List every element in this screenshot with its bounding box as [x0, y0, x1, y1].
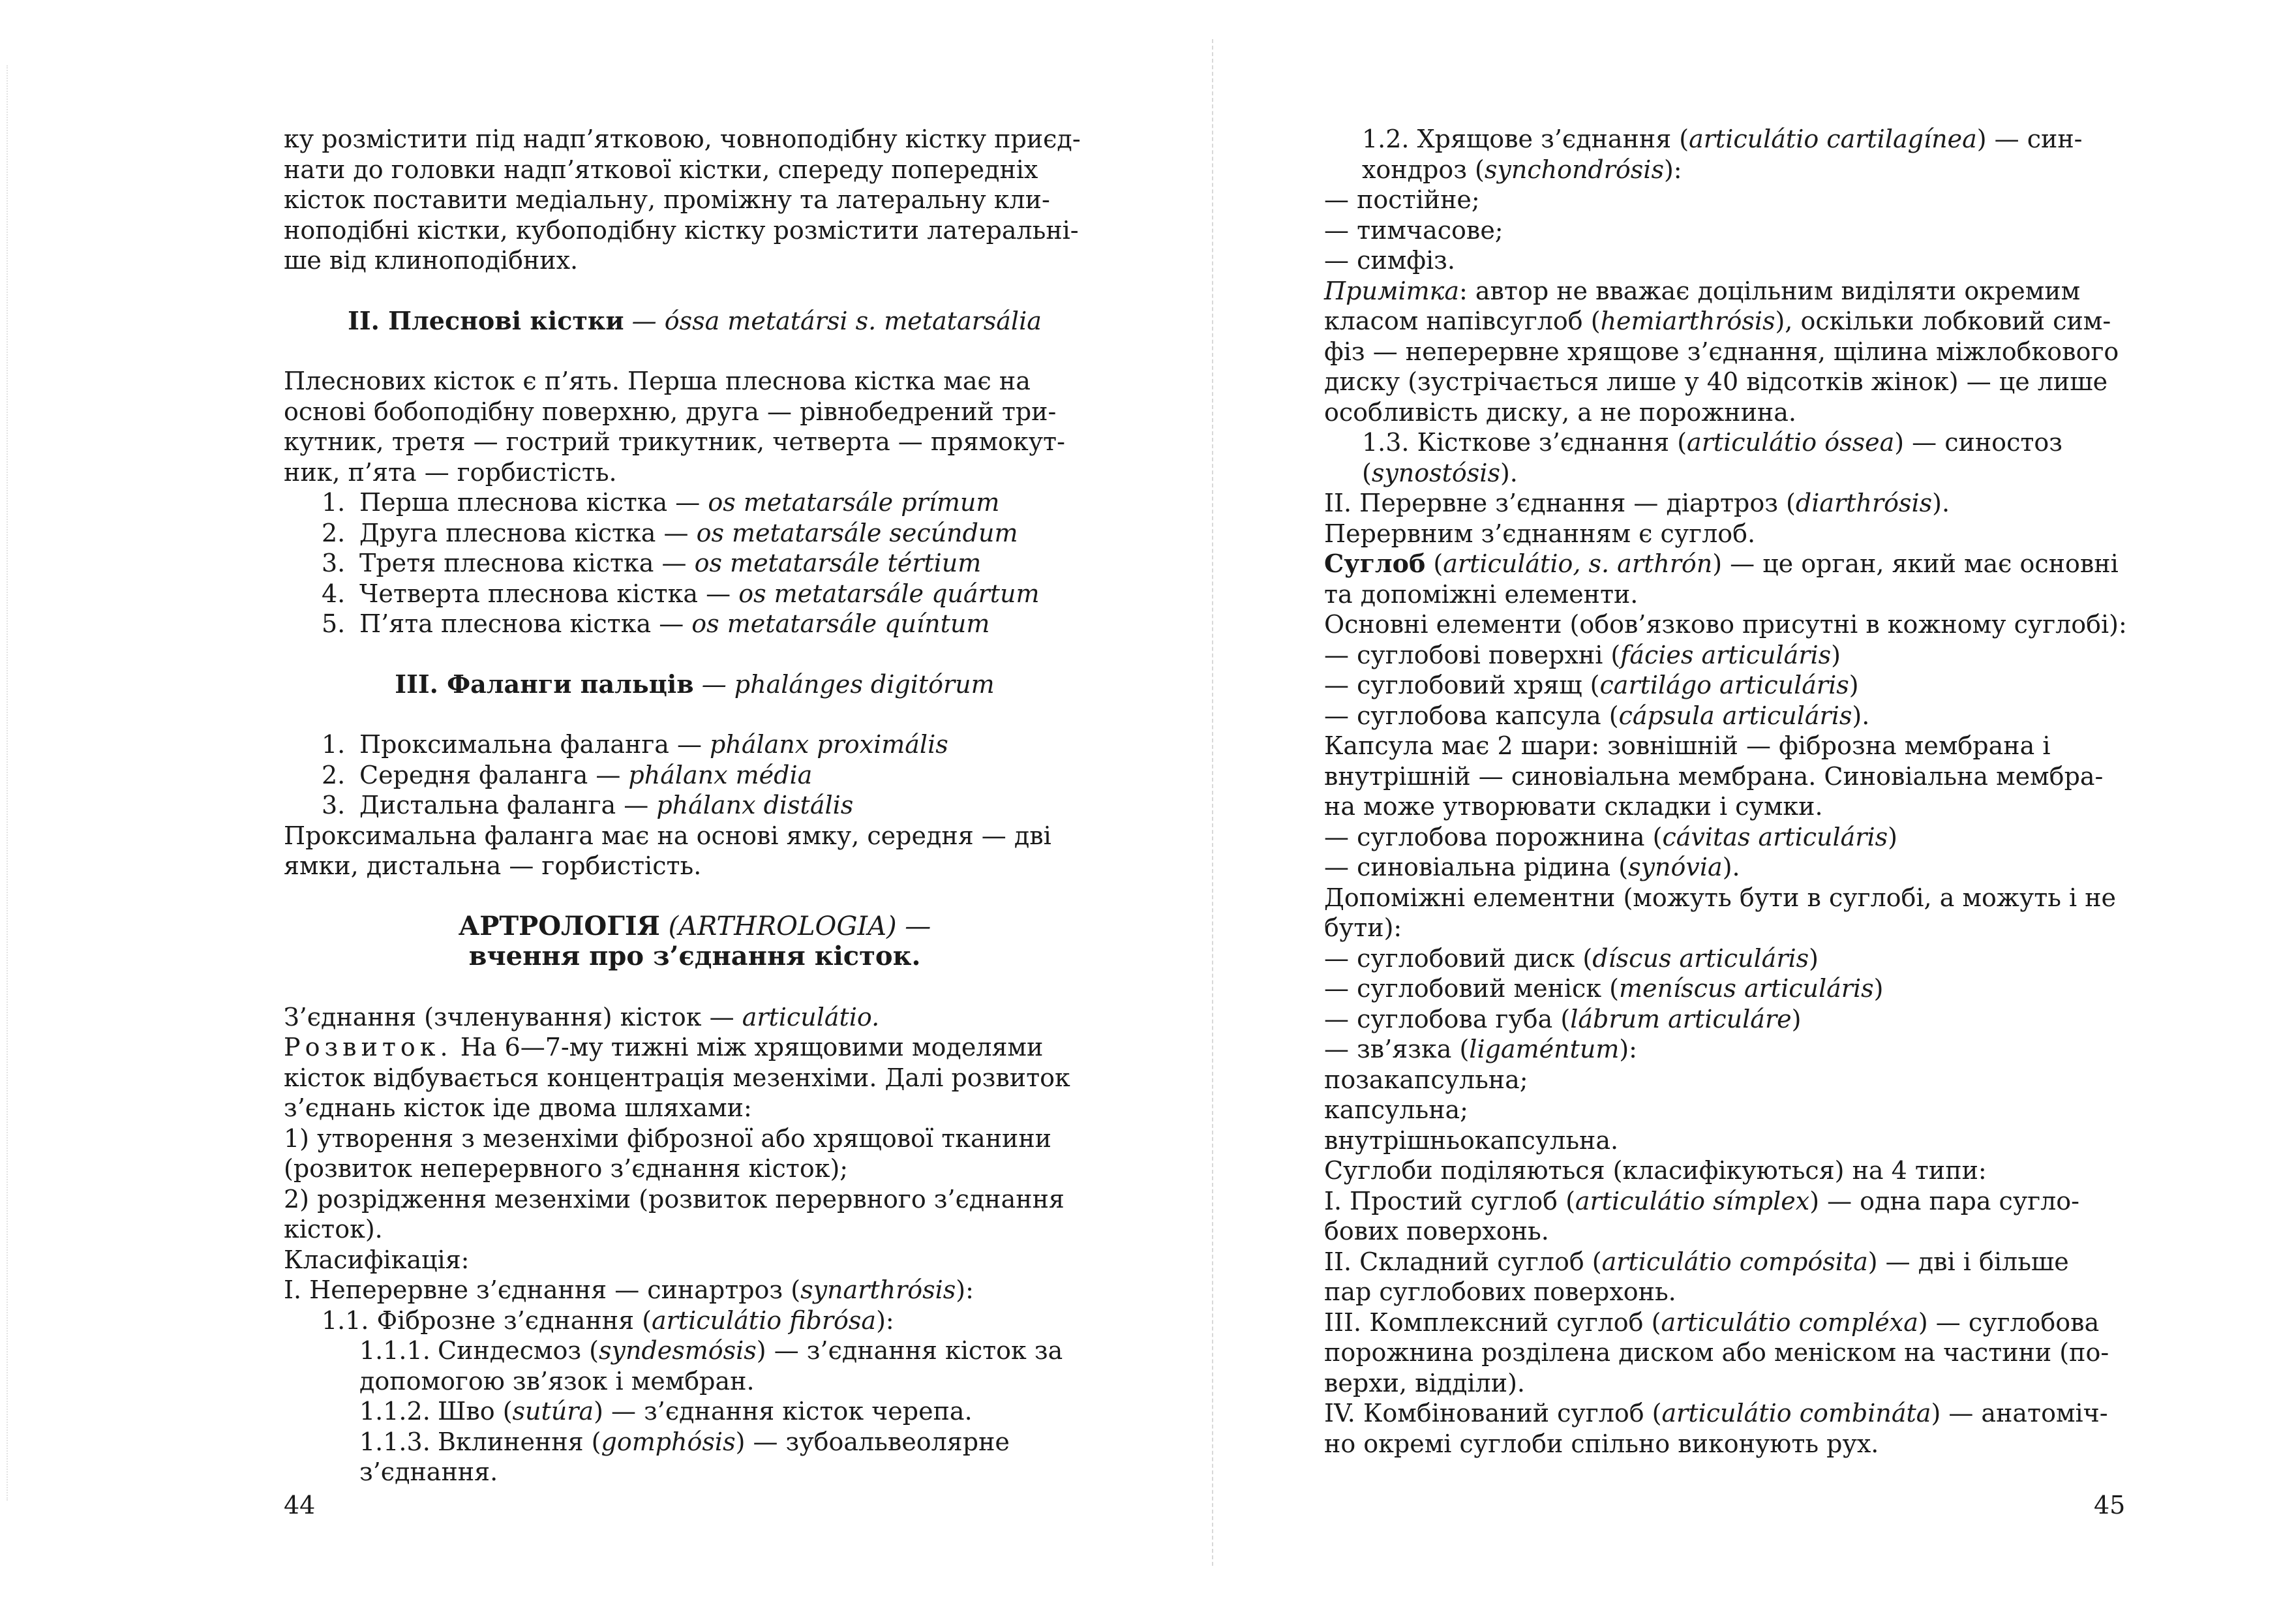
list-item: 1. Перша плеснова кістка — os metatarsále prímum	[322, 488, 1000, 517]
text-line: ник, п’ята — горбистість.	[284, 457, 617, 487]
intro-paragraph	[284, 124, 1106, 276]
list-item: — синовіальна рідина (synóvia).	[1324, 853, 1740, 881]
aux-elements-list	[1324, 943, 2136, 1065]
development-paragraph: Розвиток. На 6—7-му тижні між хрящовими моделями кісток відбувається концентрація мезенхіми. Далі розвиток з’єднань кісток іде двома шляхами: 1) утворення з мезенхіми фіброзної або хрящової тканини (розвиток неперервного з’єднання кісток); 2) розрідження мезенхіми (розвиток перервного з’єднання кісток).	[284, 1033, 1070, 1244]
page-number: 45	[2094, 1491, 2126, 1519]
joint-definition: Суглоб (articulátio, s. arthrón) — це орган, який має основні та допоміжні елементи.	[1324, 549, 2119, 609]
phalanges-heading: III. Фаланги пальців — phalánges digitórum	[395, 669, 995, 699]
joints-definition: З’єднання (зчленування) кісток — articulátio.	[284, 1002, 880, 1031]
classification-label: Класифікація:	[284, 1245, 470, 1274]
page-number: 44	[284, 1491, 316, 1519]
synchondrosis-types: — постійне; — тимчасове; — симфіз.	[1324, 185, 1503, 275]
text-line: нати до головки надп’яткової кістки, спереду попередніх	[284, 155, 1038, 184]
text-line: ямки, дистальна — горбистість.	[284, 851, 702, 880]
list-item: — суглобові поверхні (fácies articuláris)	[1324, 640, 1841, 669]
joint-types-label: Суглоби поділяються (класифікуються) на 4 типи:	[1324, 1156, 1987, 1185]
list-item: — суглобовий хрящ (cartilágo articuláris)	[1324, 671, 1859, 699]
metatarsal-list	[284, 487, 1106, 639]
text-line: основі бобоподібну поверхню, друга — рівнобедрений три-	[284, 397, 1057, 426]
list-item: — зв’язка (ligaméntum):	[1324, 1035, 1637, 1063]
classification-item: II. Перервне з’єднання — діартроз (diarthrósis).	[1324, 489, 1950, 517]
text-line: Проксимальна фаланга має на основі ямку, середня — дві	[284, 821, 1051, 850]
ligament-types: позакапсульна; капсульна; внутрішньокапсульна.	[1324, 1065, 1619, 1155]
list-item: 5. П’ята плеснова кістка — os metatarsále quíntum	[322, 609, 990, 638]
section-title: АРТРОЛОГІЯ (ARTHROLOGIA) —	[458, 910, 931, 941]
classification-item: 1.2. Хрящове з’єднання (articulátio cartilagínea) — син-	[1362, 125, 2083, 153]
main-elements-label: Основні елементи (обов’язково присутні в кожному суглобі):	[1324, 610, 2127, 639]
phalanges-paragraph	[284, 821, 1106, 881]
list-item: — суглобовий диск (díscus articuláris)	[1324, 943, 1819, 973]
metatarsal-paragraph	[284, 366, 1106, 487]
section-subtitle: вчення про з’єднання кісток.	[468, 941, 921, 971]
text-line: ше від клиноподібних.	[284, 246, 579, 275]
classification-item: I. Неперервне з’єднання — синартроз (synarthrósis):	[284, 1275, 974, 1304]
classification-subitems: 1.1.1. Синдесмоз (syndesmósis) — з’єднання кісток за допомогою зв’язок і мембран. 1.1.2. Шво (sutúra) — з’єднання кісток черепа. 1.1.3. Вклинення (gomphósis) — зубоальвеолярне з’єднання.	[359, 1336, 1063, 1486]
metatarsal-heading: II. Плеснові кістки — óssa metatársi s. metatarsália	[348, 305, 1042, 335]
note-paragraph: Примітка: автор не вважає доцільним виділяти окремим класом напівсуглоб (hemiarthrósis), оскільки лобковий сим- фіз — неперервне хрящове з’єднання, щілина міжлобкового диску (зустрічається лише у 40 відсотків жінок) — це лише особливість диску, а не порожнина.	[1324, 276, 2119, 427]
aux-elements-label: Допоміжні елементни (можуть бути в суглобі, а можуть і не бути):	[1324, 883, 2117, 942]
left-page-text	[284, 124, 1106, 1488]
joint-types-list: I. Простий суглоб (articulátio símplex) — одна пара сугло- бових поверхонь. II. Складний суглоб (articulátio compósita) — дві і більше пар суглобових поверхонь. III. Комплексний суглоб (articulátio compléxa) — суглобова порожнина розділена диском або меніском на частини (по- верхи, відділи). IV. Комбінований суглоб (articulátio combináta) — анатоміч- но окремі суглоби спільно виконують рух.	[1324, 1186, 2109, 1458]
list-item: — суглобовий меніск (meníscus articuláris)	[1324, 974, 1884, 1003]
list-item: — суглобова губа (lábrum articuláre)	[1324, 1004, 1802, 1033]
list-item: 2. Друга плеснова кістка — os metatarsále secúndum	[322, 518, 1018, 547]
text-line: ноподібні кістки, кубоподібну кістку розмістити латеральні-	[284, 215, 1079, 245]
cavity-list	[1324, 822, 2136, 883]
text-line: кісток поставити медіальну, проміжну та латеральну кли-	[284, 185, 1050, 214]
main-elements-list	[1324, 640, 2136, 731]
right-page	[1161, 0, 2296, 1618]
text-line: хондроз (synchondrósis):	[1362, 155, 1682, 184]
right-page-text	[1324, 124, 2136, 1459]
text-line: Плеснових кісток є п’ять. Перша плеснова кістка має на	[284, 367, 1031, 395]
list-item: — суглобова капсула (cápsula articuláris).	[1324, 701, 1870, 730]
list-item: 2. Середня фаланга — phálanx média	[322, 760, 813, 789]
list-item: 3. Дистальна фаланга — phálanx distális	[322, 791, 854, 819]
capsule-paragraph: Капсула має 2 шари: зовнішній — фіброзна мембрана і внутрішній — синовіальна мембрана. Синовіальна мембра- на може утворювати складки і сумки.	[1324, 731, 2104, 821]
list-item: 1. Проксимальна фаланга — phálanx proximális	[322, 730, 948, 759]
list-item: 3. Третя плеснова кістка — os metatarsále tértium	[322, 549, 982, 577]
text-line: (synostósis).	[1362, 458, 1518, 487]
text-line: ку розмістити під надп’ятковою, човноподібну кістку приєд-	[284, 125, 1081, 153]
text-line: кутник, третя — гострий трикутник, четверта — прямокут-	[284, 427, 1065, 456]
list-item: — суглобова порожнина (cávitas articuláris)	[1324, 822, 1897, 851]
list-item: 4. Четверта плеснова кістка — os metatarsále quártum	[322, 579, 1040, 608]
classification-item: 1.1. Фіброзне з’єднання (articulátio fibrósa):	[322, 1305, 894, 1335]
phalanges-list	[284, 729, 1106, 821]
classification-item: 1.3. Кісткове з’єднання (articulátio óssea) — синостоз	[1362, 428, 2062, 457]
text-line: Перервним з’єднанням є суглоб.	[1324, 519, 1756, 548]
